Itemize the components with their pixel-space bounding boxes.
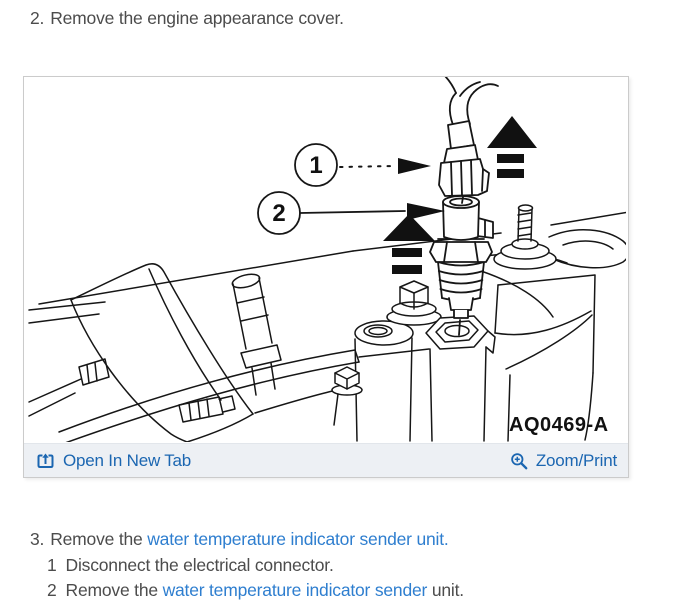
callout-1-leader <box>340 158 431 174</box>
sensor-port-drawing <box>426 316 495 441</box>
open-in-new-tab-link[interactable] <box>37 451 191 471</box>
open-in-new-tab-icon <box>37 452 55 469</box>
step-2-instruction <box>30 6 344 30</box>
magnifier-plus-icon <box>510 452 528 470</box>
callout-2 <box>258 192 300 234</box>
callout-1 <box>295 144 337 186</box>
engine-diagram <box>24 77 626 442</box>
sender-unit-link[interactable]: water temperature indicator sender unit. <box>147 529 449 549</box>
callout-2-leader <box>300 203 445 220</box>
step-2-number: 2. <box>30 8 45 28</box>
step-3-block <box>30 527 464 602</box>
step-3-text <box>50 527 448 551</box>
step-3-number: 3. <box>30 529 45 549</box>
substep-2-suffix: unit. <box>427 580 464 600</box>
boss-cylinder-drawing <box>355 321 413 441</box>
figure-frame <box>23 76 629 478</box>
step-3-prefix: Remove the <box>50 529 148 549</box>
step-3-instruction <box>30 527 464 551</box>
mounting-stud-drawing <box>494 205 556 269</box>
figure-toolbar <box>24 443 628 477</box>
step-2-text: Remove the engine appearance cover. <box>50 8 344 28</box>
substep-1 <box>47 553 464 577</box>
substep-2-number: 2 <box>47 580 57 600</box>
open-in-new-tab-label: Open In New Tab <box>63 450 192 470</box>
sender-link[interactable]: water temperature indicator sender <box>162 580 428 600</box>
substep-2 <box>47 578 464 602</box>
zoom-print-link[interactable] <box>510 451 617 471</box>
substep-1-text: Disconnect the electrical connector. <box>65 554 334 575</box>
substep-2-prefix: Remove the <box>65 580 163 600</box>
hex-bolt-drawing <box>387 281 441 325</box>
drawing-code-label: AQ0469-A <box>509 414 609 436</box>
electrical-connector-drawing <box>439 77 498 203</box>
substep-1-number: 1 <box>47 554 57 575</box>
zoom-print-label: Zoom/Print <box>535 450 617 470</box>
up-arrow-top-icon <box>487 116 537 178</box>
substep-2-text <box>66 578 464 602</box>
callout-1-number: 1 <box>309 152 323 179</box>
callout-2-number: 2 <box>272 200 286 227</box>
small-hex-bolt-drawing <box>332 367 362 425</box>
